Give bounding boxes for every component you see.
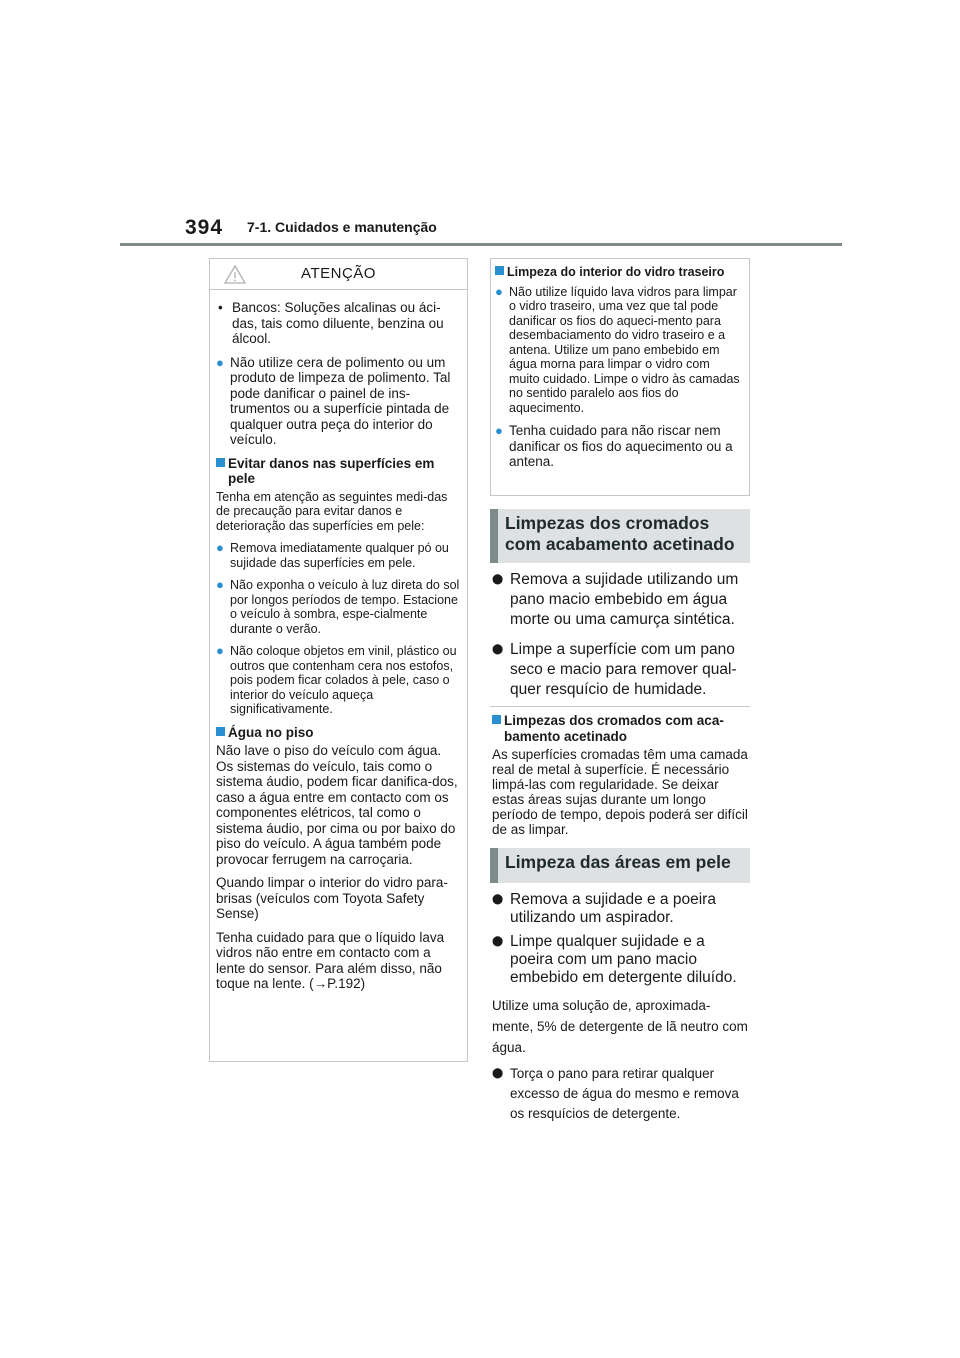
blue-square-icon	[216, 456, 228, 487]
leather-item: ● Não coloque objetos em vinil, plástico ou outros que contenham cera nos estofos, pois podem ficar colados à pele, caso o interior do veículo aqueça significativamente.	[216, 643, 457, 716]
chrome-sub-heading: Limpezas dos cromados com aca-bamento acetinado	[492, 713, 750, 744]
small-bullet: •	[218, 300, 223, 315]
blue-dot-icon: ●	[495, 283, 503, 299]
blue-dot-icon: ●	[216, 354, 224, 370]
blue-dot-icon: ●	[495, 423, 503, 438]
intro-item: • Bancos: Soluções alcalinas ou áci-das, tais como diluente, benzina ou álcool.	[218, 300, 444, 346]
leather-item: ● Não exponha o veículo à luz direta do sol por longos períodos de tempo. Estacione o veículo à sombra, espe-cialmente durante o verão.	[216, 577, 460, 636]
chrome-sub-section	[492, 713, 750, 845]
blue-square-icon	[492, 713, 504, 744]
leather-cleaning-item: ⬤ Remova a sujidade e a poeira utilizando um aspirador.	[492, 891, 716, 926]
sensor-text: Tenha cuidado para que o líquido lava vidros não entre em contacto com a lente do sensor. Para além disso, não toque na lente. (→P.192)	[216, 929, 445, 991]
blue-dot-icon: ●	[216, 577, 224, 592]
blue-square-icon	[495, 265, 507, 280]
caution-box	[209, 258, 468, 1062]
bullet-dot-icon: ⬤	[492, 1068, 504, 1079]
bullet-dot-icon: ⬤	[492, 574, 504, 585]
water-heading: Água no piso	[216, 725, 461, 741]
caution-title: ATENÇÃO	[301, 265, 376, 283]
leather-item: ● Remova imediatamente qualquer pó ou sujidade das superfícies em pele.	[216, 540, 449, 570]
leather-heading: Evitar danos nas superfícies em pele	[216, 456, 461, 487]
leather-cleaning-note: Utilize uma solução de, aproximada-mente, 5% de detergente de lã neutro com água.	[492, 998, 748, 1055]
section-title: 7-1. Cuidados e manutenção	[247, 219, 437, 235]
bullet-dot-icon: ⬤	[492, 894, 504, 905]
rear-glass-item: ● Não utilize líquido lava vidros para limpar o vidro traseiro, uma vez que tal pode danificar os fios do aqueci-mento para desembaciamento do vidro traseiro e a antena. Utilize um pano embebido em água morna para limpar o vidro com muito cuidado. Limpe o vidro às camadas no sentido paralelo aos fios do aquecimento.	[495, 283, 740, 415]
rear-glass-box	[490, 258, 750, 496]
caution-item-wax: ● Não utilize cera de polimento ou um produto de limpeza de polimento. Tal pode danificar o painel de ins-trumentos ou a superfície pintada de qualquer outra peça do interior do veículo.	[216, 354, 451, 447]
leather-cleaning-content	[492, 891, 750, 1134]
blue-dot-icon: ●	[216, 540, 224, 555]
chrome-item: ⬤ Remova a sujidade utilizando um pano macio embebido em água morte ou uma camurça sintética.	[492, 571, 739, 628]
chrome-sub-text: As superfícies cromadas têm uma camada real de metal à superfície. É necessário limpá-las com regularidade. Se deixar estas áreas sujas durante um longo período de tempo, depois poderá ser difícil de as limpar.	[492, 747, 748, 837]
chrome-items	[492, 570, 750, 710]
leather-cleaning-heading: Limpeza das áreas em pele	[490, 848, 750, 883]
windshield-text: Quando limpar o interior do vidro para-brisas (veículos com Toyota Safety Sense)	[216, 875, 448, 921]
caution-body	[210, 290, 467, 992]
warning-triangle-icon	[224, 265, 246, 284]
bullet-dot-icon: ⬤	[492, 644, 504, 655]
page-number: 394	[185, 216, 224, 239]
leather-cleaning-item: ⬤ Limpe qualquer sujidade e a poeira com um pano macio embebido em detergente diluído.	[492, 933, 737, 986]
blue-square-icon	[216, 725, 228, 741]
blue-dot-icon: ●	[216, 643, 224, 658]
chrome-heading: Limpezas dos cromados com acabamento acetinado	[490, 509, 750, 563]
water-text: Não lave o piso do veículo com água. Os sistemas do veículo, tais como o sistema áudio, podem ficar danifica-dos, caso a água entre em contacto com os componentes elétricos, tal como o sistema áudio, por cima ou por baixo do piso do veículo. A água também pode provocar ferrugem na carroçaria.	[216, 743, 458, 867]
caution-header	[210, 259, 467, 290]
rear-glass-heading: Limpeza do interior do vidro traseiro	[495, 265, 743, 280]
rear-glass-item: ● Tenha cuidado para não riscar nem danificar os fios do aquecimento ou a antena.	[495, 423, 733, 469]
section-divider	[490, 706, 750, 707]
header-rule	[120, 243, 842, 246]
bullet-dot-icon: ⬤	[492, 936, 504, 947]
leather-intro: Tenha em atenção as seguintes medi-das de precaução para evitar danos e deterioração das superfícies em pele:	[216, 489, 448, 533]
leather-cleaning-last-item: ⬤ Torça o pano para retirar qualquer excesso de água do mesmo e remova os resquícios de detergente.	[492, 1064, 750, 1124]
chrome-item: ⬤ Limpe a superfície com um pano seco e macio para remover qual-quer resquício de humidade.	[492, 641, 737, 698]
